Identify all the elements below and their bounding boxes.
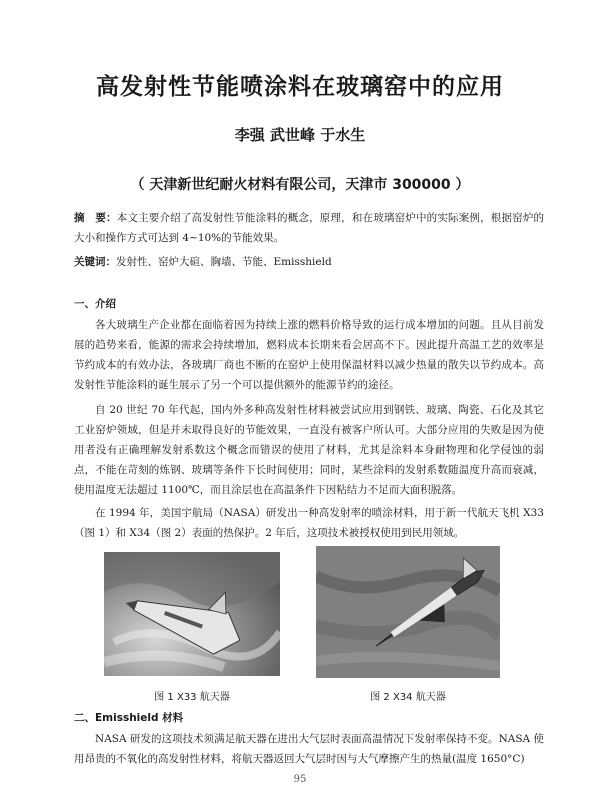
section2-heading: 二、Emisshield 材料 <box>74 712 184 724</box>
figure-x34-image <box>316 546 500 678</box>
page-number: 95 <box>293 774 307 785</box>
keywords <box>74 252 544 272</box>
section2-paragraph-1: NASA 研发的这项技术须满足航天器在进出大气层时表面高温情况下发射率保持不变。NASA 使用昂贵的不氧化的高发射性材料，将航天器返回大气层时因与大气摩擦产生的热量(温度 1650°C) <box>74 733 544 765</box>
section1-paragraph-2: 自 20 世纪 70 年代起，国内外多种高发射性材料被尝试应用到钢铁、玻璃、陶瓷、石化及其它工业窑炉领域，但是并未取得良好的节能效果，一直没有被客户所认可。大部分应用的失败是因为使用者没有正确理解发射系数这个概念而错误的使用了材料，尤其是涂料本身耐物理和化学侵蚀的弱点，不能在苛刻的炼钢、玻璃等条件下长时间使用；同时，某些涂料的发射系数随温度升高而衰减，使用温度无法超过 1100℃，而且涂层也在高温条件下因粘结力不足而大面积脱落。 <box>74 404 544 496</box>
paper-title: 高发射性节能喷涂料在玻璃窑中的应用 <box>96 74 504 100</box>
keywords-text: 发射性、窑炉大碹、胸墙、节能、Emisshield <box>116 256 332 268</box>
x33-spacecraft-illustration <box>104 552 280 676</box>
figure-2-caption: 图 2 X34 航天器 <box>370 692 446 703</box>
abstract-text: 本文主要介绍了高发射性节能涂料的概念，原理，和在玻璃窑炉中的实际案例，根据窑炉的大小和操作方式可达到 4~10%的节能效果。 <box>74 212 545 244</box>
section1-heading: 一、介绍 <box>74 298 116 310</box>
figure-x33-image <box>104 552 280 676</box>
abstract-label: 摘 要： <box>74 212 117 224</box>
authors: 李强 武世峰 于水生 <box>234 126 366 144</box>
x34-spacecraft-illustration <box>316 546 500 678</box>
section1-paragraph-3: 在 1994 年，美国宇航局（NASA）研发出一种高发射率的喷涂材料，用于新一代航天飞机 X33（图 1）和 X34（图 2）表面的热保护。2 年后，这项技术被授权使用到民用领域。 <box>74 507 544 539</box>
section1-paragraph-1: 各大玻璃生产企业都在面临着因为持续上涨的燃料价格导致的运行成本增加的问题。且从目前发展的趋势来看，能源的需求会持续增加，燃料成本长期来看会居高不下。因此提升高温工艺的效率是节约成本的有效办法，各玻璃厂商也不断的在窑炉上使用保温材料以减少热量的散失以节约成本。高发射性节能涂料的诞生展示了另一个可以提供额外的能源节约的途径。 <box>74 319 544 391</box>
keywords-label: 关键词： <box>74 256 116 268</box>
affiliation: （ 天津新世纪耐火材料有限公司，天津市 300000 ） <box>130 177 470 193</box>
abstract <box>74 208 544 248</box>
figure-1-caption: 图 1 X33 航天器 <box>154 692 230 703</box>
